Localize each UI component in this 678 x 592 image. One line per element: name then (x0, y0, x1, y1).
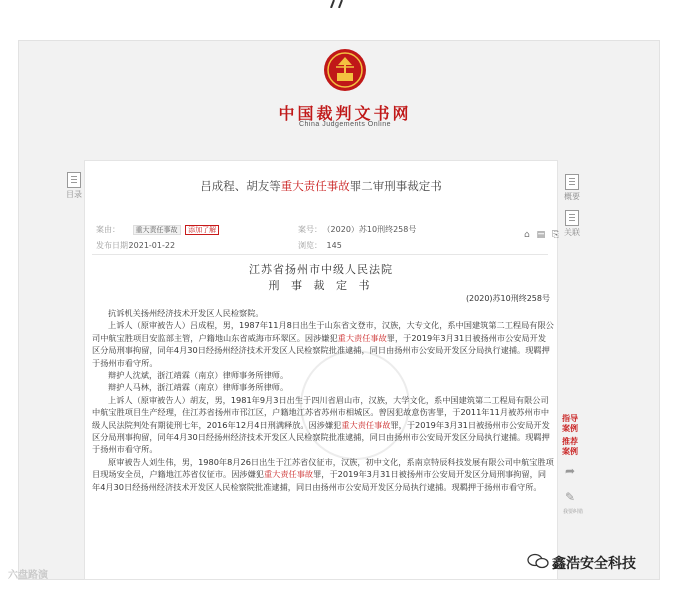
edit-icon[interactable]: ✎ (565, 490, 576, 504)
share-icon[interactable]: ➦ (565, 464, 576, 478)
cause-value: 重大责任事故 (133, 225, 181, 235)
related-button[interactable] (562, 210, 582, 238)
case-number-line: (2020)苏10刑终258号 (465, 294, 550, 303)
case-no-value: （2020）苏10刑终258号 (322, 225, 417, 234)
overview-label: 概要 (564, 192, 580, 201)
date-value: 2021-01-22 (128, 241, 176, 250)
related-label: 关联 (564, 228, 580, 237)
catalog-label: 目录 (66, 190, 82, 199)
court-name: 江苏省扬州市中级人民法院 (249, 263, 393, 276)
cause-tag-button[interactable]: 添加了解 (185, 225, 219, 235)
paragraph: 辩护人沈斌，浙江靖霖（南京）律师事务所律师。 (108, 370, 289, 381)
cause-label: 案由： (96, 225, 120, 234)
catalog-icon (67, 172, 81, 188)
divider (92, 254, 548, 255)
meta-actions[interactable]: ⌂ ▤ ⎘ (524, 230, 562, 240)
paragraph: 辩护人马林，浙江靖霖（南京）律师事务所律师。 (108, 382, 289, 393)
paragraph: 抗诉机关扬州经济技术开发区人民检察院。 (108, 308, 264, 318)
title-suffix: 罪二审刑事裁定书 (349, 179, 442, 193)
document-body (92, 307, 554, 493)
left-brand-watermark: 六盘路演 (8, 570, 48, 581)
meta-views (298, 240, 342, 251)
guiding-cases-link[interactable]: 指导 案例 (562, 414, 578, 433)
document-title (84, 178, 558, 194)
date-label: 发布日期： (96, 241, 136, 250)
side-cases (562, 414, 586, 460)
site-title: 中国裁判文书网 (278, 104, 412, 123)
right-brand: 鑫浩安全科技 (552, 556, 636, 572)
related-icon (565, 210, 579, 226)
overview-button[interactable] (562, 174, 582, 202)
court-emblem-icon (322, 47, 368, 93)
meta-case-no (298, 224, 416, 235)
wechat-icon (527, 553, 549, 569)
paragraph: 原审被告人刘生伟，男，1980年8月26日出生于江苏省仪征市，汉族，初中文化，系南京特辰科技发展有限公司中航宝胜项目现场安全员，户籍地江苏省仪征市。因涉嫌犯重大责任事故罪，于2019年3月31日被扬州市公安局开发区分局刑事拘留，同年4月30日经扬州经济技术开发区人民检察院批准逮捕，同日由扬州市公安局开发区分局执行逮捕。现羁押于扬州市看守所。 (92, 456, 554, 492)
title-prefix: 吕成程、胡友等 (200, 179, 281, 193)
case-no-label: 案号： (298, 225, 322, 234)
edit-label: 我要纠错 (562, 509, 583, 515)
meta-date (96, 240, 175, 251)
catalog-button[interactable] (62, 172, 86, 200)
paragraph: 上诉人（原审被告人）吕成程，男，1987年11月8日出生于山东省文登市，汉族，大专文化，系中国建筑第二工程局有限公司中航宝胜项目安监部主管，户籍地山东省威海市环翠区。因涉嫌犯重大责任事故罪，于2019年3月31日被扬州市公安局开发区分局刑事拘留，同年4月30日经扬州经济技术开发区人民检察院批准逮捕，同日由扬州市公安局开发区分局执行逮捕。现羁押于扬州市看守所。 (92, 320, 554, 368)
meta-cause (96, 224, 219, 235)
overview-icon (565, 174, 579, 190)
header-slash-mark (326, 0, 356, 8)
site-subtitle: China Judgements Online (298, 121, 392, 128)
views-value: 145 (326, 241, 342, 250)
views-label: 浏览： (298, 241, 322, 250)
paragraph: 上诉人（原审被告人）胡友，男，1981年9月3日出生于四川省眉山市，汉族，大学文化，系中国建筑第二工程局有限公司中航宝胜项目生产经理，住江苏省扬州市邗江区，户籍地江苏省苏州市相城区。曾因犯故意伤害罪，于2011年11月被苏州市中级人民法院判处有期徒刑七年，2016年12月4日刑满释放。因涉嫌犯重大责任事故罪，于2019年3月31日被扬州市公安局开发区分局刑事拘留，同年4月30日经扬州经济技术开发区人民检察院批准逮捕，同日由扬州市公安局开发区分局执行逮捕。现羁押于扬州市看守所。 (92, 394, 550, 455)
title-highlight: 重大责任事故 (280, 179, 350, 193)
recommended-cases-link[interactable]: 推荐 案例 (562, 437, 578, 456)
document-type: 刑 事 裁 定 书 (268, 279, 374, 292)
